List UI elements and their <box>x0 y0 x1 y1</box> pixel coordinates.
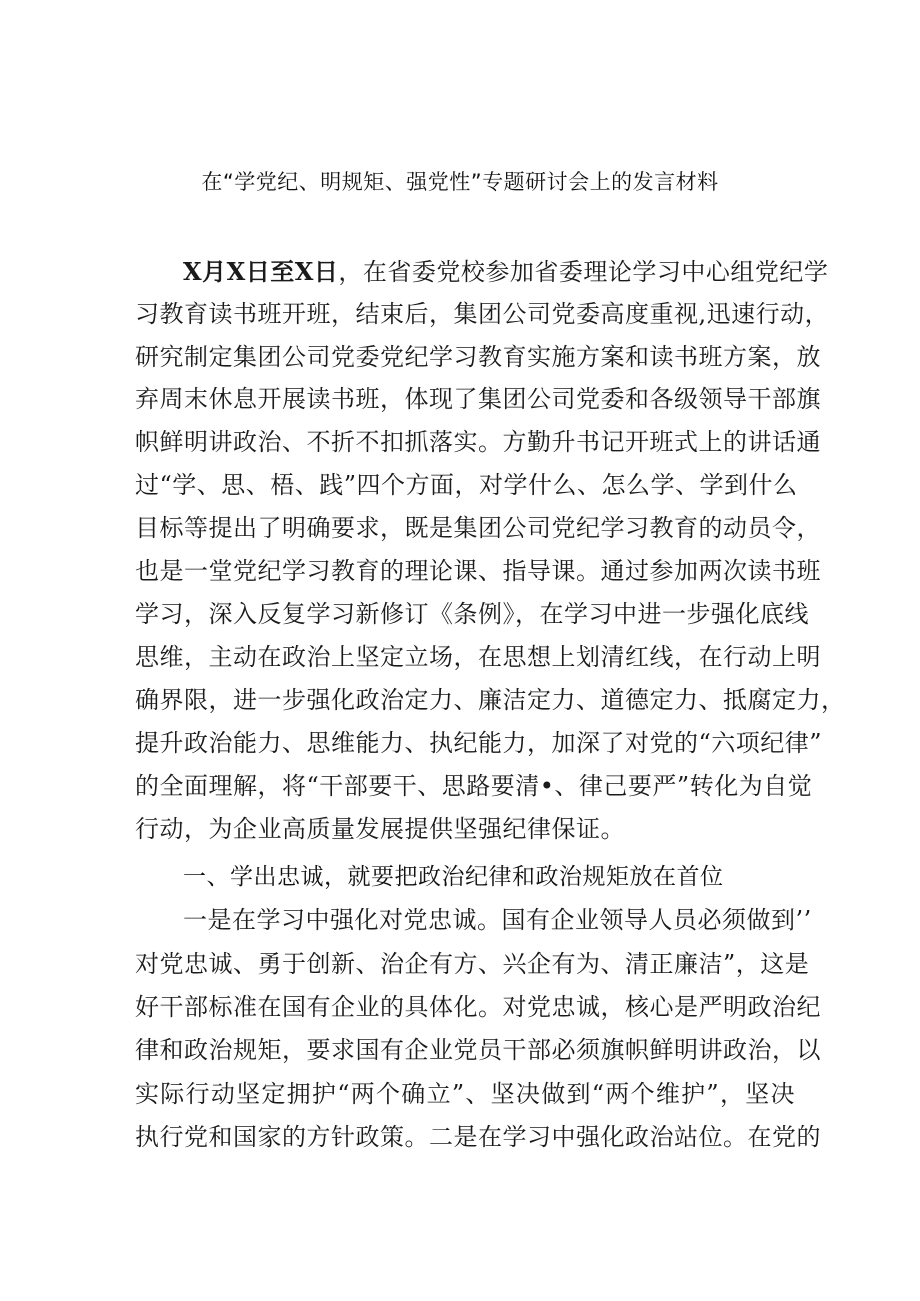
section-1-line-1: 一是在学习中强化对党忠诚。国有企业领导人员必须做到’’ <box>183 906 812 934</box>
paragraph-1-line: 研究制定集团公司党委党纪学习教育实施方案和读书班方案，放 <box>135 343 821 371</box>
section-1-line: 对党忠诚、勇于创新、治企有方、兴企有为、清正廉洁”，这是 <box>135 950 810 978</box>
paragraph-1-line-last: 行动，为企业高质量发展提供坚强纪律保证。 <box>135 815 625 843</box>
paragraph-1-line: 思维，主动在政治上坚定立场，在思想上划清红线，在行动上明 <box>135 643 821 671</box>
paragraph-1-line: 过“学、思、梧、践”四个方面，对学什么、怎么学、学到什么 <box>135 471 798 499</box>
document-title: 在“学党纪、明规矩、强党性”专题研讨会上的发言材料 <box>201 170 719 194</box>
paragraph-1-line: 学习，深入反复学习新修订《条例》，在学习中进一步强化底线 <box>135 600 809 628</box>
paragraph-1-line: 的全面理解，将“干部要干、思路要清•、律己要严”转化为自觉 <box>135 772 813 800</box>
paragraph-1-line: 确界限，进一步强化政治定力、廉洁定力、道德定力、抵腐定力， <box>135 686 846 714</box>
paragraph-1-line: 也是一堂党纪学习教育的理论课、指导课。通过参加两次读书班 <box>135 557 821 585</box>
paragraph-1-line-1-text: ，在省委党校参加省委理论学习中心组党纪学 <box>338 258 829 286</box>
section-1-line: 好干部标准在国有企业的具体化。对党忠诚，核心是严明政治纪 <box>135 993 821 1021</box>
paragraph-1-line: 提升政治能力、思维能力、执纪能力，加深了对党的“六项纪律” <box>135 729 823 757</box>
paragraph-1-line: 目标等提出了明确要求，既是集团公司党纪学习教育的动员令， <box>135 514 821 542</box>
paragraph-1-line: 帜鲜明讲政治、不折不扣抓落实。方勤升书记开班式上的讲话通 <box>135 428 821 456</box>
section-1-line: 律和政治规矩，要求国有企业党员干部必须旗帜鲜明讲政治，以 <box>135 1036 821 1064</box>
paragraph-1-line: 习教育读书班开班，结束后，集团公司党委高度重视,迅速行动， <box>135 300 830 328</box>
paragraph-1-lead-date: X月X日至X日 <box>183 257 339 286</box>
section-1-heading: 一、学出忠诚，就要把政治纪律和政治规矩放在首位 <box>183 864 724 890</box>
paragraph-1-line-1 <box>183 257 829 290</box>
paragraph-1-line: 弃周末休息开展读书班，体现了集团公司党委和各级领导干部旗 <box>135 385 821 413</box>
section-1-line: 执行党和国家的方针政策。二是在学习中强化政治站位。在党的 <box>135 1123 821 1151</box>
section-1-line: 实际行动坚定拥护“两个确立”、坚决做到“两个维护”，坚决 <box>135 1080 795 1108</box>
